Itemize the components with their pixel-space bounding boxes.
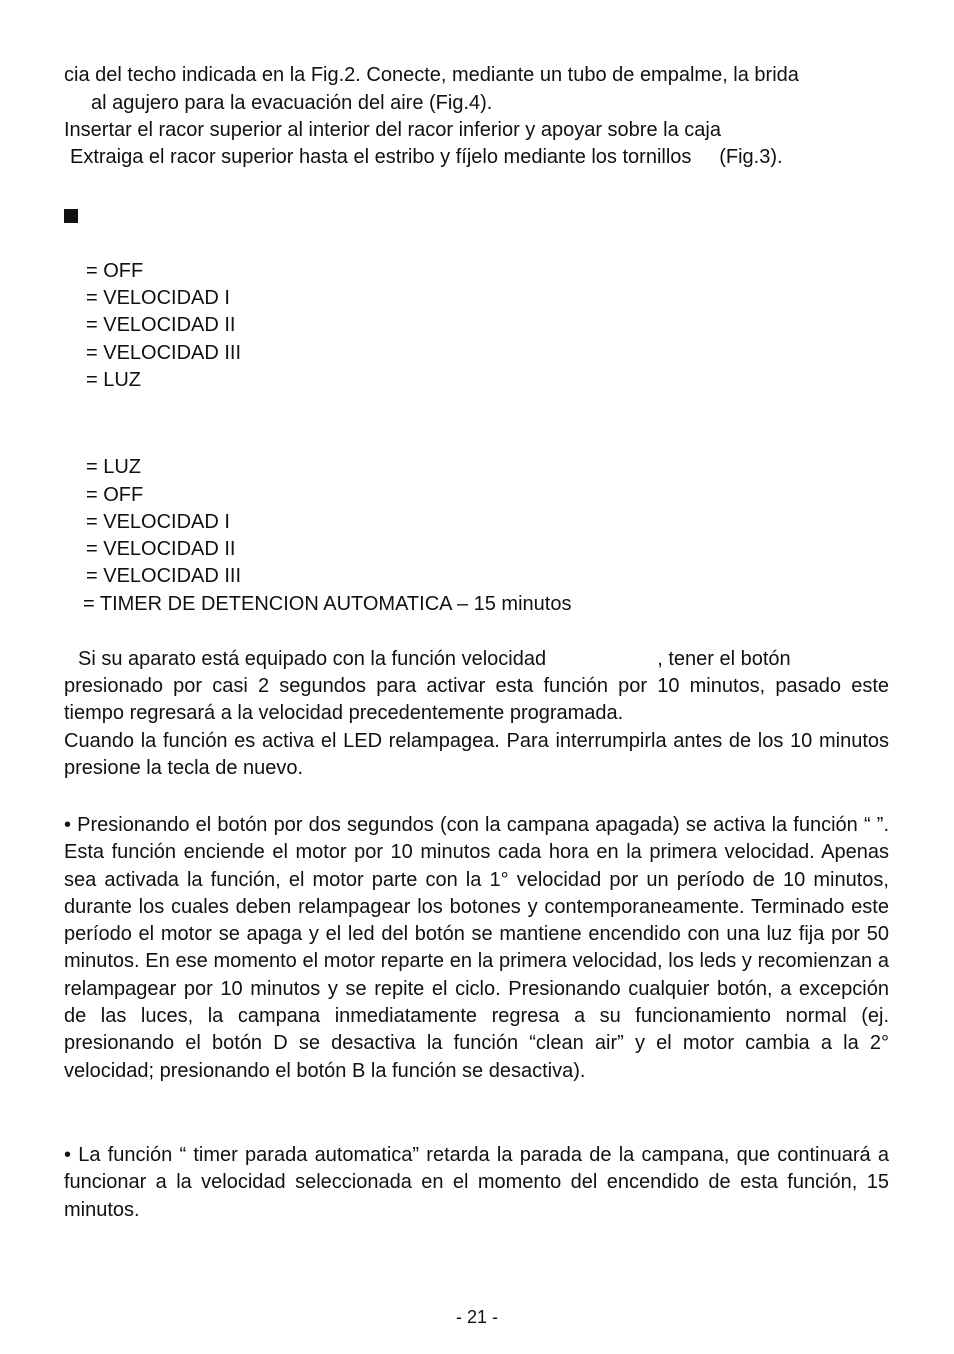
intensive-led-note: Cuando la función es activa el LED relampagea. Para interrumpirla antes de los 10 minutos presione la tecla de nuevo. <box>64 729 889 779</box>
page-number: - 21 - <box>455 1307 498 1327</box>
intro-line-3: Insertar el racor superior al interior del racor inferior y apoyar sobre la caja <box>64 119 721 141</box>
list-item: = VELOCIDAD I <box>86 511 230 533</box>
list-item: = VELOCIDAD II <box>86 538 236 560</box>
intensive-first-line: Si su aparato está equipado con la función velocidad , tener el botón <box>78 648 791 670</box>
list-item: = VELOCIDAD III <box>86 342 242 364</box>
list-item: = VELOCIDAD II <box>86 314 236 336</box>
list-item: = OFF <box>86 484 144 506</box>
intensive-paragraph <box>64 673 889 782</box>
intensive-rest: presionado por casi 2 segundos para activar esta función por 10 minutos, pasado este tiempo regresará a la velocidad precedentemente programada. <box>64 675 889 725</box>
list-item: = VELOCIDAD III <box>86 565 242 587</box>
clean-air-paragraph: • Presionando el botón por dos segundos (con la campana apagada) se activa la función “ ”. Esta función enciende el motor por 10 minutos cada hora en la primera velocidad. Apenas sea activada la función, el motor parte con la 1° velocidad por un período de 10 minutos, durante los cuales deben relampagear los botones y contemporaneamente. Terminado este período el motor se apaga y el led del botón se mantiene encendido con una luz fija por 50 minutos. En ese momento el motor reparte en la primera velocidad, los leds y recomienzan a relampagear por 10 minutos y se repite el ciclo. Presionando cualquier botón, a excepción de las luces, la campana inmediatamente regresa a su funcionamiento normal (ej. presionando el botón D se desactiva la función “clean air” y el motor cambia a la 2° velocidad; presionando el botón B la función se desactiva). <box>64 814 889 1082</box>
list-item: = LUZ <box>86 369 142 391</box>
list-item: = TIMER DE DETENCION AUTOMATICA – 15 minutos <box>83 593 572 615</box>
list-item: = VELOCIDAD I <box>86 287 230 309</box>
list-item: = OFF <box>86 260 144 282</box>
intro-line-2: al agujero para la evacuación del aire (Fig.4). <box>91 92 493 114</box>
intro-line-1: cia del techo indicada en la Fig.2. Conecte, mediante un tubo de empalme, la brida <box>64 64 799 86</box>
timer-paragraph: • La función “ timer parada automatica” retarda la parada de la campana, que continuará a funcionar a la velocidad seleccionada en el momento del encendido de esta función, 15 minutos. <box>64 1144 889 1221</box>
section-bullet-square <box>64 209 78 223</box>
list-item: = LUZ <box>86 456 142 478</box>
intro-line-4: Extraiga el racor superior hasta el estribo y fíjelo mediante los tornillos (Fig.3). <box>70 146 783 168</box>
